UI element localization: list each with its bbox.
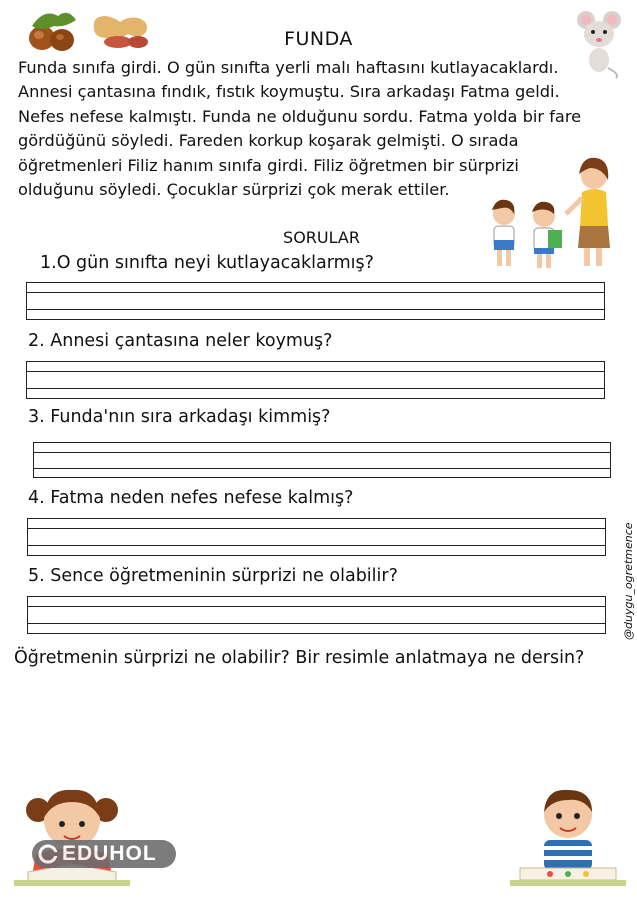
story-line: gördüğünü söyledi. Fareden korkup koşarak gelmişti. O sırada bbox=[18, 131, 519, 151]
eduhol-logo bbox=[32, 840, 176, 868]
logo-text: EDUHOL bbox=[62, 842, 157, 865]
answer-box-1[interactable] bbox=[26, 282, 605, 320]
question-1: 1.O gün sınıfta neyi kutlayacaklarmış? bbox=[40, 253, 374, 273]
question-3: 3. Funda'nın sıra arkadaşı kimmiş? bbox=[28, 407, 331, 427]
questions-heading: SORULAR bbox=[283, 228, 360, 247]
watermark: @duygu_ogretmence bbox=[622, 522, 635, 640]
question-5: 5. Sence öğretmeninin sürprizi ne olabilir? bbox=[28, 566, 398, 586]
answer-box-3[interactable] bbox=[33, 442, 611, 478]
question-4: 4. Fatma neden nefes nefese kalmış? bbox=[28, 488, 354, 508]
answer-box-4[interactable] bbox=[27, 518, 606, 556]
question-2: 2. Annesi çantasına neler koymuş? bbox=[28, 331, 333, 351]
answer-box-5[interactable] bbox=[27, 596, 606, 634]
page-title: FUNDA bbox=[284, 28, 353, 50]
story-line: Nefes nefese kalmıştı. Funda ne olduğunu sordu. Fatma yolda bir fare bbox=[18, 106, 582, 126]
logo-mark-icon bbox=[38, 844, 58, 864]
answer-box-2[interactable] bbox=[26, 361, 605, 399]
story-line: Annesi çantasına fındık, fıstık koymuştu. Sıra arkadaşı Fatma geldi. bbox=[18, 82, 560, 102]
story-line: Funda sınıfa girdi. O gün sınıfta yerli malı haftasını kutlayacaklardı. bbox=[18, 58, 559, 77]
drawing-boy-illustration bbox=[510, 782, 626, 886]
story-line: öğretmenleri Filiz hanım sınıfa girdi. Filiz öğretmen bir sürprizi bbox=[18, 155, 519, 175]
final-prompt: Öğretmenin sürprizi ne olabilir? Bir resimle anlatmaya ne dersin? bbox=[14, 648, 585, 668]
teacher-children-illustration bbox=[482, 152, 622, 276]
story-line: olduğunu söyledi. Çocuklar sürprizi çok merak ettiler. bbox=[18, 180, 450, 200]
reading-girl-illustration bbox=[14, 780, 130, 886]
